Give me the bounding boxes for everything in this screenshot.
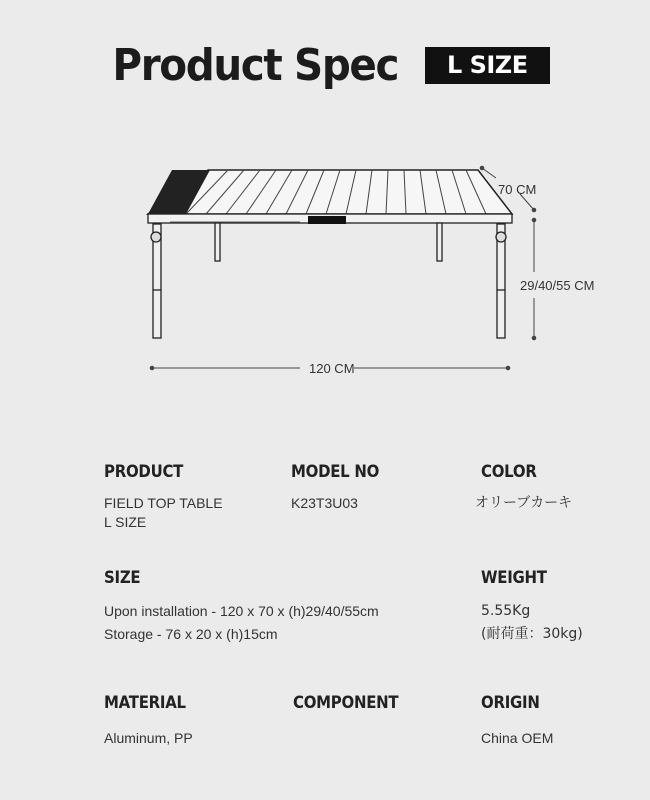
spec-value-line: (耐荷重：30kg) [481,626,583,642]
spec-color [475,462,573,513]
spec-label: COMPONENT [293,693,399,713]
table-diagram [0,150,650,390]
spec-value-line: 5.55Kg [481,603,531,619]
height-label: 29/40/55 CM [520,278,595,293]
spec-value [481,600,583,646]
spec-value-line: オリーブカーキ [475,495,573,511]
spec-label: MATERIAL [104,693,186,713]
size-badge: L SIZE [425,47,550,84]
spec-value [104,600,379,646]
table-top [148,170,512,224]
spec-value [104,729,197,748]
table-legs [151,223,506,338]
spec-value-line: Upon installation - 120 x 70 x (h)29/40/55cm [104,603,379,619]
spec-model-no [291,462,391,513]
spec-weight [481,568,583,646]
spec-value [104,494,223,532]
spec-label: COLOR [481,462,537,482]
spec-value-line: L SIZE [104,514,147,530]
spec-value-line: FIELD TOP TABLE [104,495,223,511]
spec-value-line: Aluminum, PP [104,730,193,746]
spec-value [475,494,572,513]
width-label: 120 CM [309,361,355,376]
spec-value-line: China OEM [481,730,554,746]
spec-product [104,462,223,532]
spec-label: SIZE [104,568,141,588]
spec-value-line: Storage - 76 x 20 x (h)15cm [104,626,278,642]
spec-value-line: K23T3U03 [291,495,358,511]
spec-size [104,568,379,646]
page-title: Product Spec [112,40,399,91]
spec-material [104,693,197,748]
spec-value [481,729,553,748]
spec-label: ORIGIN [481,693,540,713]
title-row [0,40,650,91]
spec-origin [481,693,553,748]
spec-label: MODEL NO [291,462,380,482]
spec-value [291,494,391,513]
spec-component [293,693,413,713]
spec-label: WEIGHT [481,568,547,588]
spec-label: PRODUCT [104,462,184,482]
depth-label: 70 CM [498,182,537,197]
